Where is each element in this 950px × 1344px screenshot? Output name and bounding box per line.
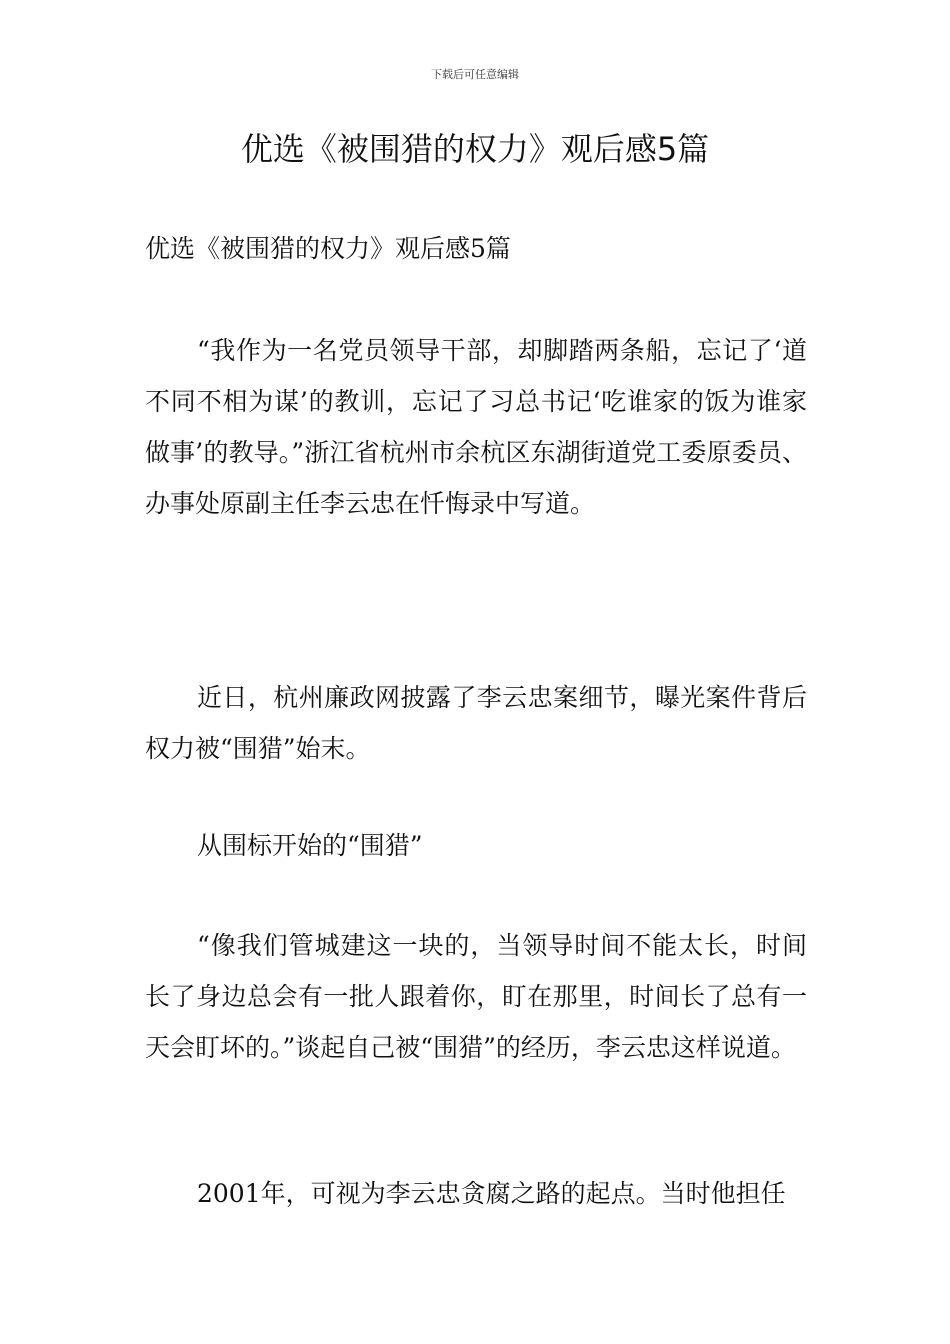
body-paragraph: 2001年，可视为李云忠贪腐之路的起点。当时他担任 [197,1179,786,1208]
body-paragraph: “我作为一名党员领导干部，却脚踏两条船，忘记了‘道不同不相为谋’的教训，忘记了习总书记‘吃谁家的饭为谁家做事’的教导。”浙江省杭州市余杭区东湖街道党工委原委员、办事处原副主任李云忠在忏悔录中写道。 [145,336,807,518]
header-note: 下载后可任意编辑 [431,68,519,81]
document-title: 优选《被围猎的权力》观后感5篇 [240,130,710,168]
body-paragraph: 近日，杭州廉政网披露了李云忠案细节，曝光案件背后权力被“围猎”始末。 [145,683,807,763]
body-paragraph: “像我们管城建这一块的，当领导时间不能太长，时间长了身边总会有一批人跟着你，盯在那里，时间长了总有一天会盯坏的。”谈起自己被“围猎”的经历，李云忠这样说道。 [145,931,807,1062]
subtitle-paragraph: 优选《被围猎的权力》观后感5篇 [145,234,511,263]
section-heading: 从围标开始的“围猎” [197,831,423,860]
